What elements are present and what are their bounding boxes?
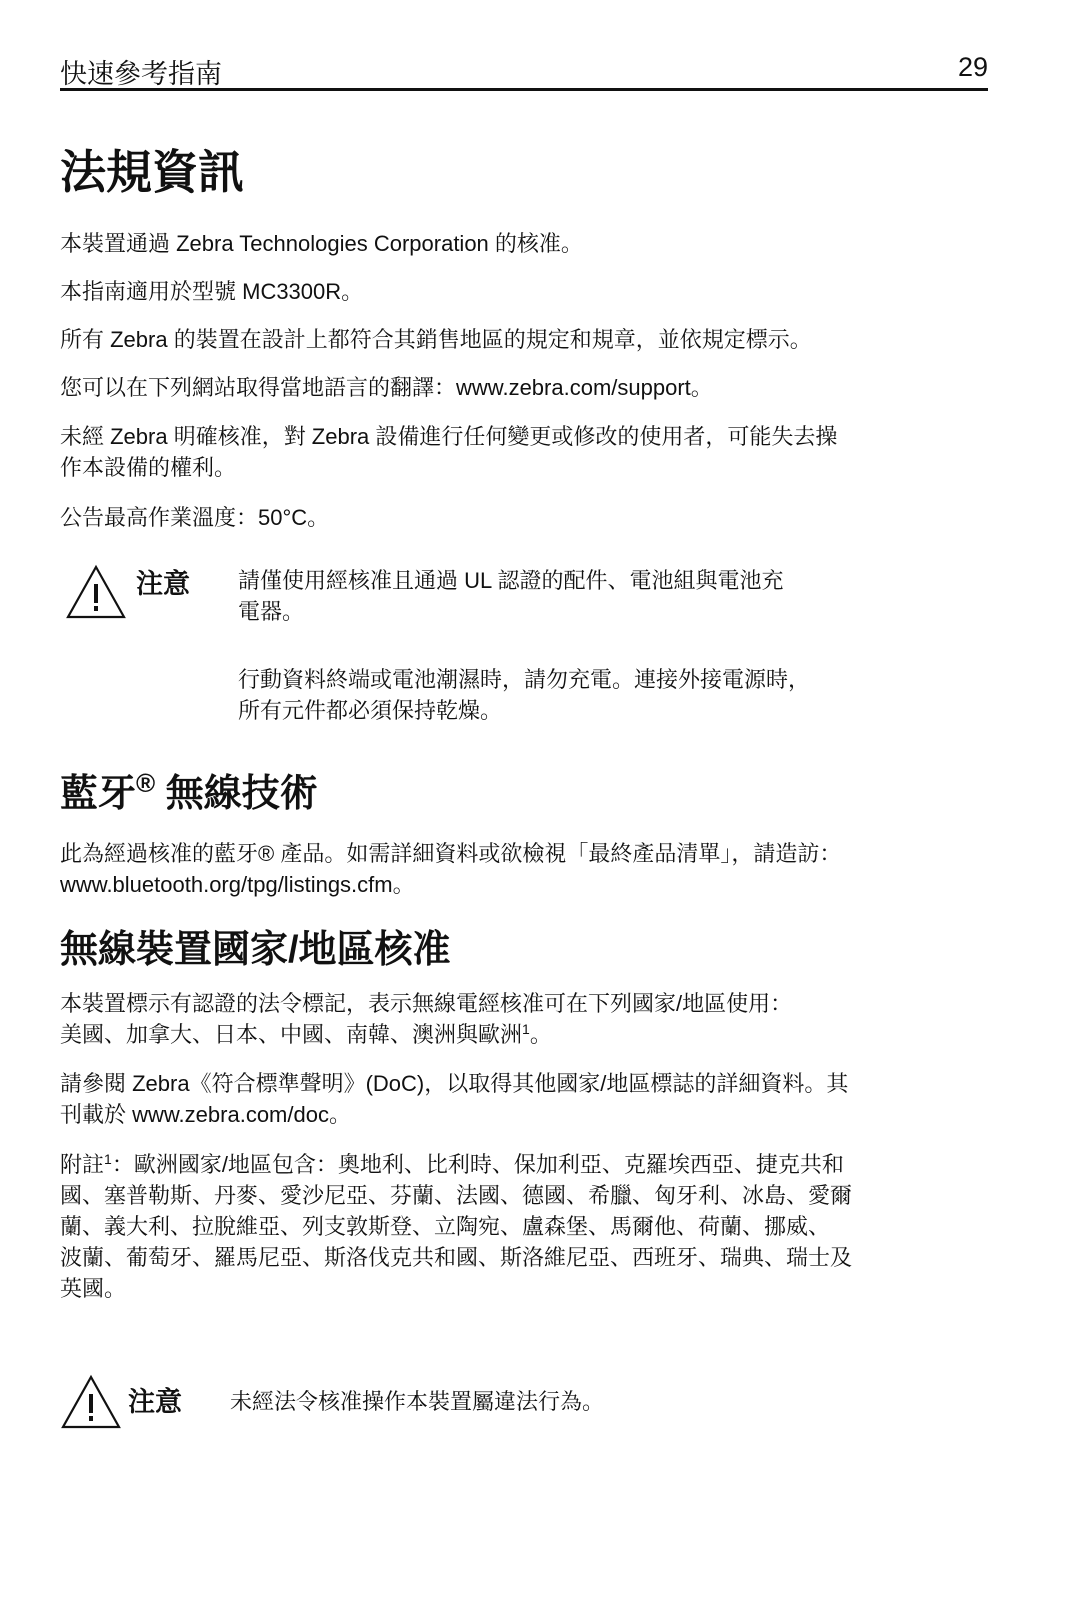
regulatory-paragraph-1: 本裝置通過 Zebra Technologies Corporation 的核准。: [60, 231, 583, 256]
footnote-mark: 1: [522, 1021, 530, 1037]
caution-text-illegal-operation: 未經法令核准操作本裝置屬違法行為。: [230, 1389, 605, 1414]
bluetooth-paragraph: 此為經過核准的藍牙® 產品。如需詳細資料或欲檢視「最終產品清單」，請造訪： www.bluetooth.org/tpg/listings.cfm。: [60, 841, 842, 897]
section-title-bluetooth: [60, 762, 318, 817]
footnote-prefix: 附註: [60, 1152, 105, 1177]
caution-text-charging: 行動資料終端或電池潮濕時，請勿充電。連接外接電源時， 所有元件都必須保持乾燥。: [238, 667, 811, 723]
footnote-number: 1: [104, 1151, 112, 1167]
regulatory-paragraph-6: 公告最高作業溫度：50°C。: [60, 505, 330, 530]
warning-triangle-icon: [60, 1374, 122, 1430]
guide-title: 快速參考指南: [60, 59, 222, 89]
registered-mark: ®: [136, 768, 156, 798]
regulatory-paragraph-2: 本指南適用於型號 MC3300R。: [60, 279, 364, 304]
regulatory-paragraph-4: 您可以在下列網站取得當地語言的翻譯：www.zebra.com/support。: [60, 375, 713, 400]
bluetooth-title-rest: 無線技術: [155, 773, 318, 815]
warning-triangle-icon: [65, 564, 127, 620]
section-title-wireless-approvals: 無線裝置國家/地區核准: [60, 929, 451, 971]
wireless-paragraph-1: [60, 988, 980, 1050]
caution-block-accessories: [60, 564, 990, 734]
caution-label: 注意: [128, 1387, 182, 1417]
wireless-paragraph-2: 請參閱 Zebra《符合標準聲明》(DoC)，以取得其他國家/地區標誌的詳細資料。其 刊載於 www.zebra.com/doc。: [60, 1071, 849, 1127]
wireless-paragraph-1-line-2: 美國、加拿大、日本、中國、南韓、澳洲與歐洲: [60, 1022, 523, 1047]
caution-text-accessories: 請僅使用經核准且通過 UL 認證的配件、電池組與電池充 電器。: [238, 568, 784, 624]
wireless-paragraph-1-line-1: 本裝置標示有認證的法令標記，表示無線電經核准可在下列國家/地區使用：: [60, 991, 793, 1016]
wireless-paragraph-1-end: 。: [529, 1022, 552, 1047]
bluetooth-title-main: 藍牙: [60, 773, 137, 815]
running-header: [60, 50, 988, 91]
regulatory-paragraph-5: 未經 Zebra 明確核准，對 Zebra 設備進行任何變更或修改的使用者，可能失去操 作本設備的權利。: [60, 424, 838, 480]
regulatory-paragraph-3: 所有 Zebra 的裝置在設計上都符合其銷售地區的規定和規章，並依規定標示。: [60, 327, 812, 352]
footnote-paragraph: [60, 1149, 980, 1304]
caution-block-illegal-operation: [60, 1374, 990, 1434]
section-title-regulatory: 法規資訊: [60, 146, 244, 198]
page-number: 29: [957, 52, 988, 82]
footnote-text: ：歐洲國家/地區包含：奧地利、比利時、保加利亞、克羅埃西亞、捷克共和 國、塞普勒斯、丹麥、愛沙尼亞、芬蘭、法國、德國、希臘、匈牙利、冰島、愛爾 蘭、義大利、拉脫維亞、列支敦斯登、立陶宛、盧森堡、馬爾他、荷蘭、挪威、 波蘭、葡萄牙、羅馬尼亞、斯洛伐克共和國、斯洛維尼亞、西班牙、瑞典、瑞士及 英國。: [60, 1152, 853, 1301]
caution-label: 注意: [136, 569, 190, 599]
